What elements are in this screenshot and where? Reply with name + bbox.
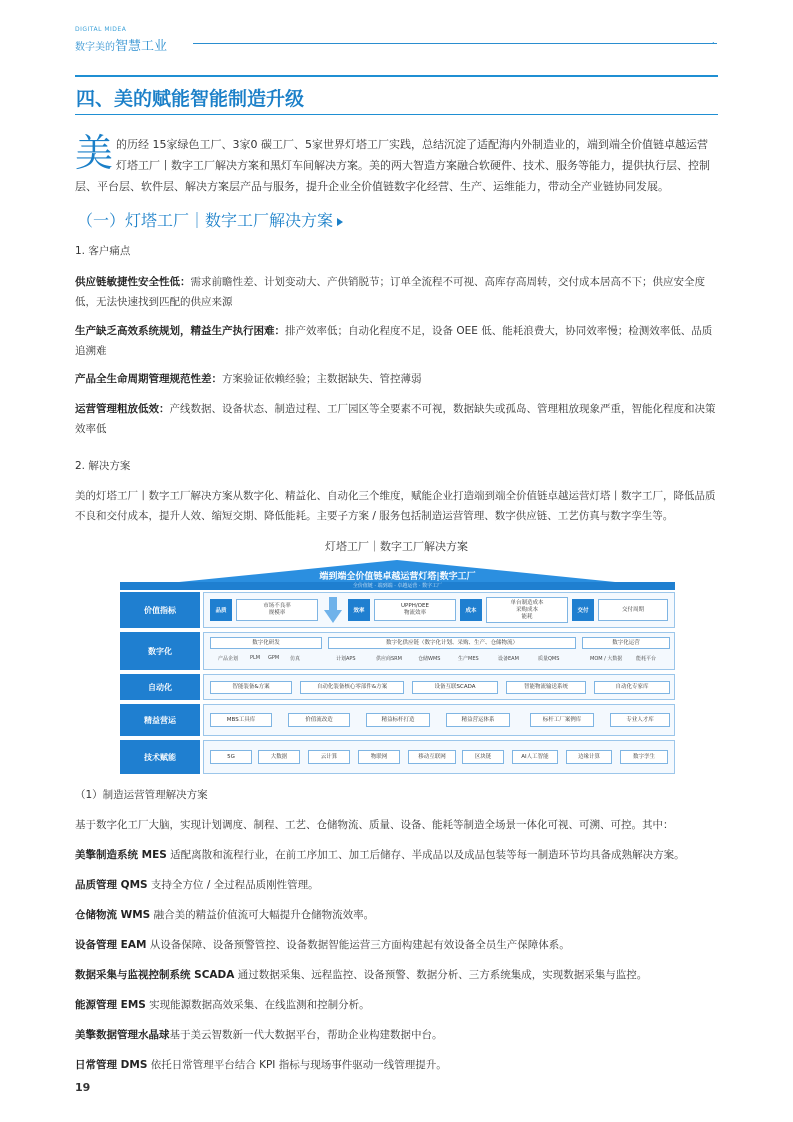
- tech-item: 5G: [210, 750, 252, 764]
- automation-item: 设备互联SCADA: [412, 681, 498, 694]
- lean-item: MBS工具库: [210, 713, 272, 727]
- digital-group: 数字化运营: [582, 637, 670, 649]
- drop-cap: 美: [75, 131, 114, 175]
- solution-heading: 2. 解决方案: [75, 460, 131, 472]
- tech-item: 物联网: [358, 750, 400, 764]
- lean-item: 标杆工厂案例库: [530, 713, 594, 727]
- section-rule-bottom: [75, 114, 718, 115]
- value-chip: 市场不良率 规模率: [236, 599, 318, 621]
- header-rule: [193, 43, 717, 44]
- mom-item: 设备管理 EAM 从设备保障、设备预警管控、设备数据智能运营三方面构建起有效设备全员生产保障体系。: [75, 939, 570, 951]
- digital-item: 仓储WMS: [418, 656, 441, 662]
- brand-logo: [75, 26, 195, 54]
- page-number: 19: [75, 1081, 91, 1094]
- tech-item: 数字孪生: [620, 750, 668, 764]
- pain-point-item: 运营管理粗放低效：产线数据、设备状态、制造过程、工厂园区等全要素不可视，数据缺失或孤岛、管理粗放现象严重，智能化程度和决策效率低: [75, 403, 716, 435]
- automation-item: 智能物流输送系统: [506, 681, 586, 694]
- digital-group: 数字化供应链（数字化计划、采购、生产、仓储物流）: [328, 637, 576, 649]
- mom-item: 美擎制造系统 MES 适配离散和流程行业，在前工序加工、加工后储存、半成品以及成品包装等每一制造环节均具备成熟解决方案。: [75, 849, 685, 861]
- logo-small-text: DIGITAL MIDEA: [75, 26, 127, 33]
- row-box: [203, 674, 675, 700]
- mom-intro: 基于数字化工厂大脑，实现计划调度、制程、工艺、仓储物流、质量、设备、能耗等制造全场景一体化可视、可溯、可控。其中：: [75, 819, 674, 831]
- value-tag: 效率: [348, 599, 370, 621]
- lean-item: 精益营运体系: [446, 713, 510, 727]
- mom-item: 日常管理 DMS 依托日常管理平台结合 KPI 指标与现场事件驱动一线管理提升。: [75, 1059, 447, 1071]
- lean-item: 专业人才库: [610, 713, 670, 727]
- diagram-banner-title: 端到端全价值链卓越运营灯塔|数字工厂: [319, 572, 476, 582]
- intro-paragraph: [75, 131, 718, 197]
- play-arrow-icon: [337, 218, 343, 226]
- row-box: [203, 632, 675, 670]
- lean-item: 价值流改造: [288, 713, 350, 727]
- tech-item: 区块链: [462, 750, 504, 764]
- row-lean-operations: [120, 704, 675, 736]
- tech-item: AI人工智能: [512, 750, 558, 764]
- digital-group: 数字化研发: [210, 637, 322, 649]
- value-chip: 交付周期: [598, 599, 668, 621]
- digital-item: 生产MES: [458, 656, 479, 662]
- intro-text: 的历经 15家绿色工厂、3家0 碳工厂、5家世界灯塔工厂实践，总结沉淀了适配海内外制造业的，端到端全价值链卓越运营灯塔工厂丨数字工厂解决方案和黑灯车间解决方案。美的两大智造方案融合软硬件、技术、服务等能力，提供执行层、控制层、平台层、软件层、解决方案层产品与服务，提升企业全价值链数字化经营、生产、运维能力，带动全产业链协同发展。: [75, 138, 711, 193]
- value-tag: 成本: [460, 599, 482, 621]
- section-title: 四、美的赋能智能制造升级: [76, 88, 305, 110]
- row-value-indicators: [120, 592, 675, 628]
- row-box: [203, 740, 675, 774]
- value-tag: 品质: [210, 599, 232, 621]
- tech-item: 云计算: [308, 750, 350, 764]
- row-label: 价值指标: [120, 592, 200, 628]
- mom-item: 仓储物流 WMS 融合美的精益价值流可大幅提升仓储物流效率。: [75, 909, 375, 921]
- automation-item: 自动化装备核心零部件&方案: [300, 681, 404, 694]
- mom-item: 数据采集与监视控制系统 SCADA 通过数据采集、远程监控、设备预警、数据分析、三方系统集成，实现数据采集与监控。: [75, 969, 648, 981]
- solution-diagram: [120, 560, 675, 775]
- pain-point-item: 生产缺乏高效系统规划，精益生产执行困难：排产效率低；自动化程度不足，设备 OEE 低、能耗浪费大，协同效率慢；检测效率低、品质追溯难: [75, 325, 713, 357]
- digital-item: 仿真: [290, 656, 301, 662]
- digital-item: 产品企划: [218, 656, 239, 662]
- row-box: [203, 592, 675, 628]
- automation-item: 智能装备&方案: [210, 681, 292, 694]
- pain-point-item: 供应链敏捷性安全性低：需求前瞻性差、计划变动大、产供销脱节；订单全流程不可视、高库存高周转，交付成本居高不下；供应安全度低，无法快速找到匹配的供应来源: [75, 276, 705, 308]
- tech-item: 大数据: [258, 750, 300, 764]
- row-digital: [120, 632, 675, 670]
- digital-item: 质量QMS: [538, 656, 560, 662]
- digital-item: 设备EAM: [498, 656, 519, 662]
- down-arrow-icon: [324, 597, 342, 623]
- automation-item: 自动化专家库: [594, 681, 670, 694]
- header-dots: .: [712, 36, 715, 45]
- digital-item: GPM: [268, 655, 280, 661]
- mom-item: 能源管理 EMS 实现能源数据高效采集、在线监测和控制分析。: [75, 999, 370, 1011]
- mom-item: 品质管理 QMS 支持全方位 / 全过程品质刚性管理。: [75, 879, 319, 891]
- row-tech-enablement: [120, 740, 675, 774]
- row-automation: [120, 674, 675, 700]
- row-label: 技术赋能: [120, 740, 200, 774]
- row-label: 自动化: [120, 674, 200, 700]
- digital-item: MOM / 大数据: [590, 656, 623, 662]
- value-tag: 交付: [572, 599, 594, 621]
- subsection-title: （一）灯塔工厂｜数字工厂解决方案: [77, 208, 343, 231]
- tech-item: 移动互联网: [408, 750, 456, 764]
- logo-main-text: 数字美的智慧工业: [75, 39, 168, 54]
- diagram-banner-subtitle: 全价值链 · 端到端 · 卓越运营 · 数字工厂: [352, 583, 443, 589]
- digital-item: 能耗平台: [636, 656, 657, 662]
- pain-points-heading: 1. 客户痛点: [75, 245, 131, 257]
- row-box: [203, 704, 675, 736]
- mom-item: 美擎数据管理水晶球基于美云智数新一代大数据平台，帮助企业构建数据中台。: [75, 1029, 443, 1041]
- tech-item: 边缘计算: [566, 750, 612, 764]
- row-label: 数字化: [120, 632, 200, 670]
- solution-paragraph: 美的灯塔工厂丨数字工厂解决方案从数字化、精益化、自动化三个维度，赋能企业打造端到端全价值链卓越运营灯塔丨数字工厂，降低品质不良和交付成本，提升人效、缩短交期、降低能耗。主要子方案 / 服务包括制造运营管理、数字供应链、工艺仿真与数字孪生等。: [75, 490, 716, 522]
- value-chip: 单台制造成本 采购成本 能耗: [486, 597, 568, 623]
- lean-item: 精益标杆打造: [366, 713, 430, 727]
- pain-point-item: 产品全生命周期管理规范性差：方案验证依赖经验；主数据缺失、管控薄弱: [75, 373, 422, 385]
- figure-caption: 灯塔工厂｜数字工厂解决方案: [325, 540, 468, 553]
- section-rule-top: [75, 75, 718, 77]
- digital-item: 供应商SRM: [376, 656, 402, 662]
- value-chip: UPPH/OEE 物流效率: [374, 599, 456, 621]
- mom-heading: （1）制造运营管理解决方案: [75, 789, 208, 801]
- digital-item: 计划APS: [336, 656, 356, 662]
- digital-item: PLM: [250, 655, 261, 661]
- row-label: 精益营运: [120, 704, 200, 736]
